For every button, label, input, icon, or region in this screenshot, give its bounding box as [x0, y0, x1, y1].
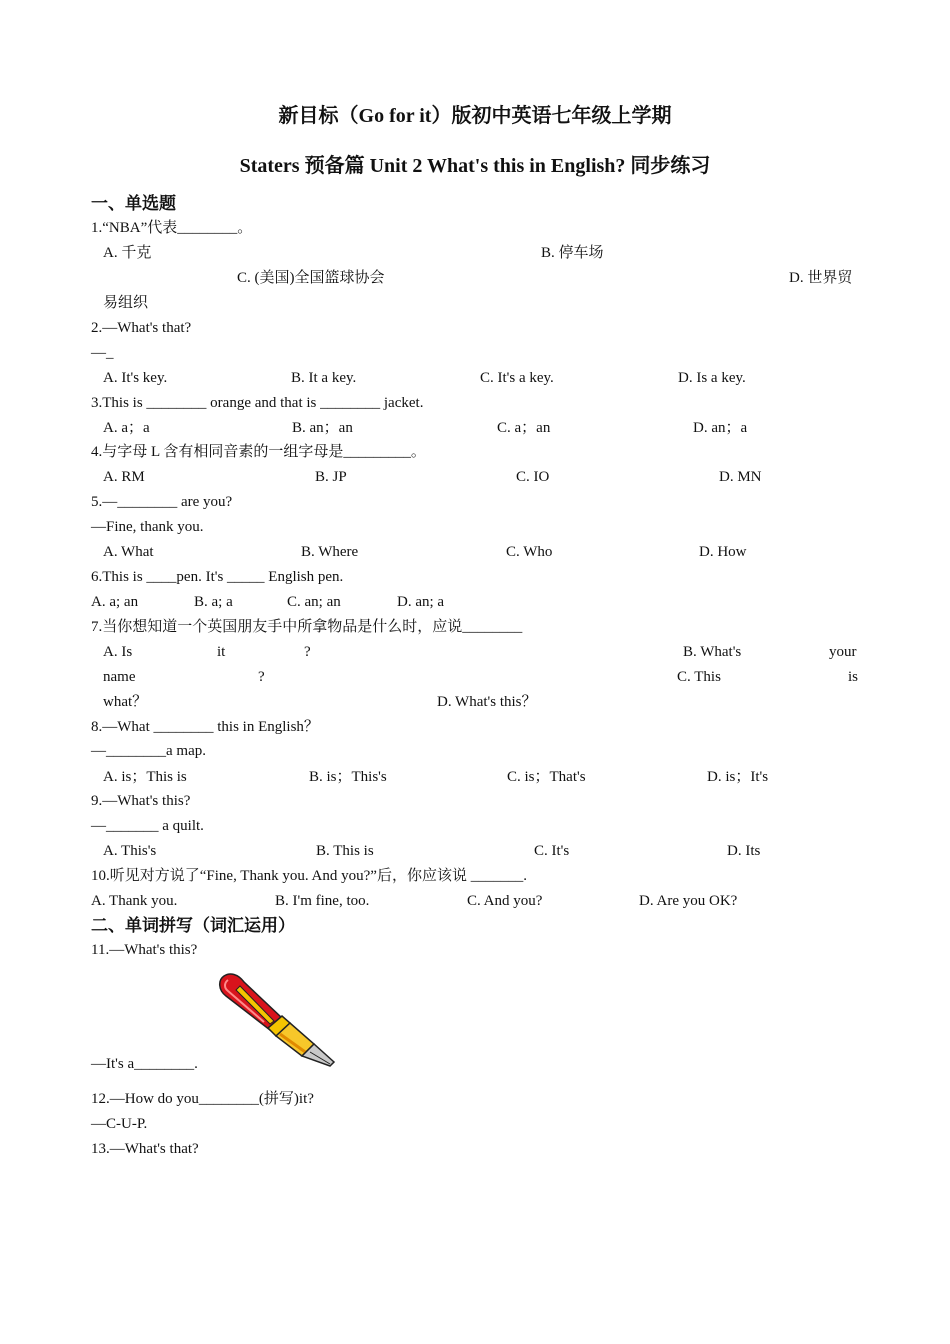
question-1-stem: 1.“NBA”代表________。 [91, 220, 253, 236]
question-7-option-c: C. This [677, 669, 721, 685]
question-12-reply: —C-U-P. [91, 1116, 148, 1132]
question-1-option-c: C. (美国)全国篮球协会 [237, 270, 385, 286]
question-5-stem: 5.—________ are you? [91, 494, 233, 510]
section-heading-single-choice: 一、单选题 [91, 194, 176, 213]
question-8-reply: —________a map. [91, 743, 206, 759]
question-12-stem: 12.—How do you________(拼写)it? [91, 1091, 314, 1107]
question-4-option-b: B. JP [315, 469, 347, 485]
question-7-option-a: A. Is [103, 644, 133, 660]
question-2-option-c: C. It's a key. [480, 370, 554, 386]
question-11-reply: —It's a________. [91, 1056, 198, 1072]
question-6-stem: 6.This is ____pen. It's _____ English pen. [91, 569, 344, 585]
question-2-option-d: D. Is a key. [678, 370, 746, 386]
question-5-option-c: C. Who [506, 544, 553, 560]
question-9-reply: —_______ a quilt. [91, 818, 204, 834]
question-6-option-c: C. an; an [287, 594, 341, 610]
question-7-option-b: B. What's [683, 644, 742, 660]
question-6-option-b: B. a; a [194, 594, 233, 610]
question-10-option-c: C. And you? [467, 893, 543, 909]
question-11-stem: 11.—What's this? [91, 942, 198, 958]
question-9-option-a: A. This's [103, 843, 157, 859]
question-7-option-c-word: is [848, 669, 859, 685]
question-9-option-d: D. Its [727, 843, 761, 859]
question-2-option-a: A. It's key. [103, 370, 168, 386]
question-10-option-a: A. Thank you. [91, 893, 178, 909]
question-1-option-a: A. 千克 [103, 245, 152, 261]
question-10-option-b: B. I'm fine, too. [275, 893, 370, 909]
question-8-option-a: A. is；This is [103, 769, 187, 785]
question-3-option-a: A. a；a [103, 420, 150, 436]
question-1-option-b: B. 停车场 [541, 245, 604, 261]
question-6-option-d: D. an; a [397, 594, 445, 610]
question-7-option-b-word: your [829, 644, 857, 660]
fountain-pen-image [210, 966, 345, 1068]
question-3-option-b: B. an；an [292, 420, 353, 436]
question-13-stem: 13.—What's that? [91, 1141, 199, 1157]
question-7-option-b-mark: ? [258, 669, 265, 685]
question-4-option-a: A. RM [103, 469, 145, 485]
question-8-stem: 8.—What ________ this in English？ [91, 719, 319, 735]
page-title: 新目标（Go for it）版初中英语七年级上学期 [278, 105, 672, 127]
question-3-stem: 3.This is ________ orange and that is ________ jacket. [91, 395, 424, 411]
question-9-option-b: B. This is [316, 843, 374, 859]
question-8-option-c: C. is；That's [507, 769, 586, 785]
question-2-reply: —_ [91, 345, 114, 361]
question-9-option-c: C. It's [534, 843, 570, 859]
question-4-option-d: D. MN [719, 469, 762, 485]
question-1-option-d: D. 世界贸 [789, 270, 853, 286]
question-8-option-d: D. is；It's [707, 769, 769, 785]
section-heading-spelling: 二、单词拼写（词汇运用） [91, 916, 295, 935]
question-7-option-c-cont: what？ [103, 694, 148, 710]
question-7-option-a-word: it [217, 644, 226, 660]
question-8-option-b: B. is；This's [309, 769, 387, 785]
question-5-reply: —Fine, thank you. [91, 519, 204, 535]
question-7-option-d: D. What's this？ [437, 694, 537, 710]
question-4-stem: 4.与字母 L 含有相同音素的一组字母是_________。 [91, 444, 426, 460]
question-5-option-a: A. What [103, 544, 154, 560]
question-10-option-d: D. Are you OK? [639, 893, 738, 909]
question-10-stem: 10.听见对方说了“Fine, Thank you. And you?”后，你应该说 _______. [91, 868, 527, 884]
question-3-option-d: D. an；a [693, 420, 748, 436]
question-7-option-b-cont: name [103, 669, 136, 685]
question-5-option-b: B. Where [301, 544, 359, 560]
question-2-option-b: B. It a key. [291, 370, 357, 386]
question-4-option-c: C. IO [516, 469, 550, 485]
question-5-option-d: D. How [699, 544, 747, 560]
page-subtitle: Staters 预备篇 Unit 2 What's this in English? 同步练习 [239, 155, 711, 177]
question-6-option-a: A. a; an [91, 594, 139, 610]
question-7-option-a-mark: ? [304, 644, 311, 660]
question-2-stem: 2.—What's that? [91, 320, 192, 336]
question-3-option-c: C. a；an [497, 420, 551, 436]
question-9-stem: 9.—What's this? [91, 793, 191, 809]
question-1-option-d-cont: 易组织 [103, 295, 149, 311]
question-7-stem: 7.当你想知道一个英国朋友手中所拿物品是什么时，应说________ [91, 619, 523, 635]
